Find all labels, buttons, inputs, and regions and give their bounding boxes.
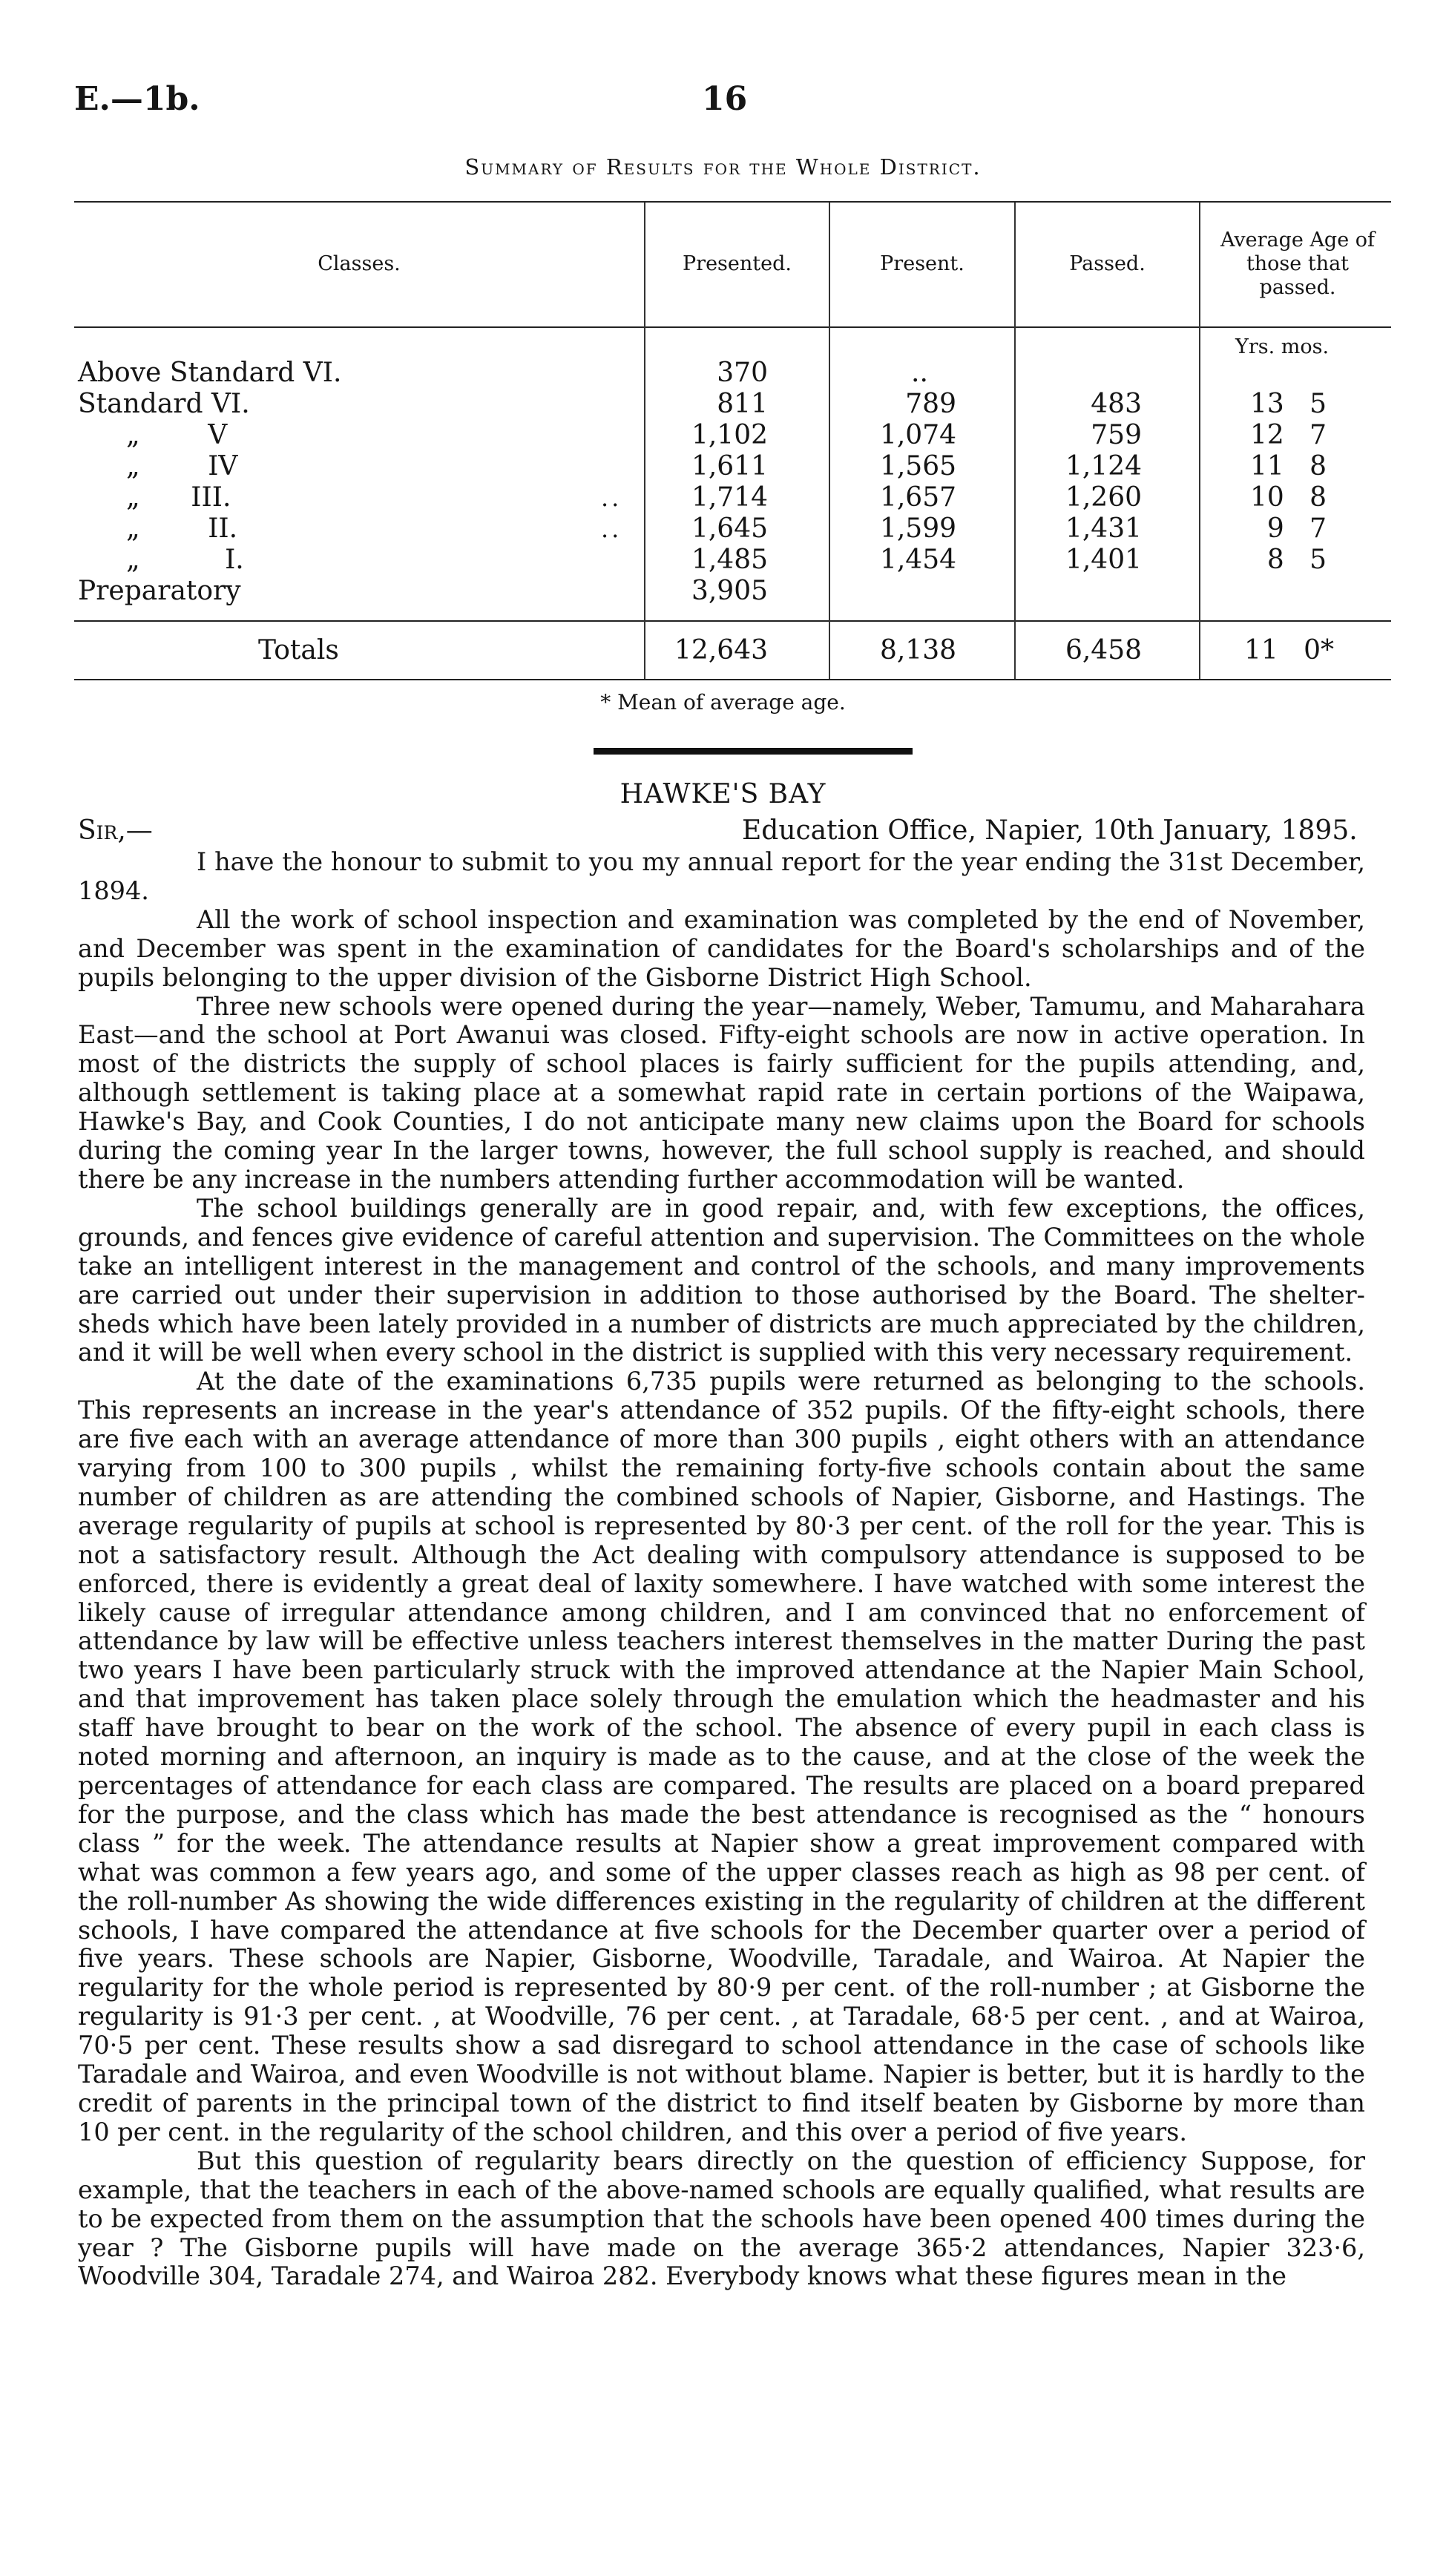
dateline: Education Office, Napier, 10th January, 1895.	[742, 815, 1358, 846]
row-label: „ II.	[126, 513, 238, 544]
cell-presented: 370	[717, 358, 768, 388]
cell-age: 10 8	[1249, 482, 1327, 513]
document-code: E.—1b.	[74, 80, 200, 118]
paragraph: The school buildings generally are in good repair, and, with few exceptions, the offices, grounds, and fences give evidence of careful attention and supervision. The Committees on the whole take an intelligent interest in the management and control of the schools, and many improvements are carried out under their supervision in addition to those authorised by the Board. The shelter-sheds which have been lately provided in a number of districts are much appreciated by the children, and it will be well when every school in the district is supplied with this very necessary requirement.	[78, 1193, 1365, 1367]
cell-present: 1,074	[879, 420, 956, 450]
paragraph: At the date of the examinations 6,735 pupils were returned as belonging to the schools. This represents an increase in the year's attendance of 352 pupils. Of the fifty-eight schools, there are five each with an average attendance of more than 300 pupils , eight others with an attendance varying from 100 to 300 pupils , whilst the remaining forty-five schools contain about the same number of children as are attending the combined schools of Napier, Gisborne, and Hastings. The average regularity of pupils at school is represented by 80·3 per cent. of the roll for the year. This is not a satisfactory result. Although the Act dealing with compulsory attendance is supposed to be enforced, there is evidently a great deal of laxity somewhere. I have watched with some interest the likely cause of irregular attendance among children, and I am convinced that no enforcement of attendance by law will be effective unless teachers interest themselves in the matter During the past two years I have been particularly struck with the improved attendance at the Napier Main School, and that improvement has taken place solely through the emulation which the headmaster and his staff have brought to bear on the work of the school. The absence of every pupil in each class is noted morning and afternoon, an inquiry is made as to the cause, and at the close of the week the percentages of attendance for each class are compared. The results are placed on a board prepared for the purpose, and the class which has made the best attendance is recognised as the “ honours class ” for the week. The attendance results at Napier show a great improvement compared with what was common a few years ago, and some of the upper classes reach as high as 98 per cent. of the roll-number As showing the wide differences existing in the regularity of children at the different schools, I have compared the attendance at five schools for the December quarter over a period of five years. These schools are Napier, Gisborne, Woodville, Taradale, and Wairoa. At Napier the regularity for the whole period is represented by 80·9 per cent. of the roll-number ; at Gisborne the regularity is 91·3 per cent. , at Woodville, 76 per cent. , at Taradale, 68·5 per cent. , and at Wairoa, 70·5 per cent. These results show a sad disregard to school attendance in the case of schools like Taradale and Wairoa, and even Woodville is not without blame. Napier is better, but it is hardly to the credit of parents in the principal town of the district to find itself beaten by Gisborne by more than 10 per cent. in the regularity of the school children, and this over a period of five years.	[78, 1367, 1365, 2146]
age-header-line: those that	[1246, 252, 1350, 275]
salutation: Sir,—	[78, 815, 153, 846]
cell-present: 1,657	[879, 482, 956, 513]
cell-presented: 3,905	[691, 576, 768, 606]
total-passed: 6,458	[1065, 635, 1142, 666]
cell-presented: 1,714	[691, 482, 768, 513]
cell-presented: 811	[717, 389, 768, 419]
cell-age: 11 8	[1249, 451, 1327, 482]
cell-present: 1,454	[879, 545, 956, 575]
cell-age: 13 5	[1249, 389, 1327, 419]
total-age: 11 0*	[1243, 635, 1334, 666]
section-heading: HAWKE'S BAY	[620, 779, 826, 809]
row-label: Preparatory	[78, 576, 241, 606]
table-totals-rule	[74, 620, 1391, 622]
leader-dots: ..	[601, 515, 622, 543]
table-bottom-rule	[74, 679, 1391, 680]
table-header-rule	[74, 326, 1391, 328]
cell-present: 1,565	[879, 451, 956, 482]
row-label: „ V	[126, 420, 228, 450]
cell-age: 9 7	[1266, 513, 1327, 544]
cell-present: 789	[905, 389, 956, 419]
row-label: „ I.	[126, 545, 244, 575]
row-label: Standard VI.	[78, 389, 250, 419]
cell-presented: 1,645	[691, 513, 768, 544]
cell-present: 1,599	[879, 513, 956, 544]
paragraph: All the work of school inspection and examination was completed by the end of November, and December was spent in the examination of candidates for the Board's scholarships and of the pupils belonging to the upper division of the Gisborne District High School.	[78, 904, 1365, 992]
cell-passed: 1,401	[1065, 545, 1142, 575]
cell-presented: 1,485	[691, 545, 768, 575]
age-units: Yrs. mos.	[1235, 335, 1330, 358]
cell-presented: 1,102	[691, 420, 768, 450]
table-top-rule	[74, 201, 1391, 203]
summary-title: Summary of Results for the Whole District.	[464, 154, 982, 180]
footnote: * Mean of average age.	[600, 690, 846, 714]
cell-age: 8 5	[1266, 545, 1327, 575]
paragraph: But this question of regularity bears directly on the question of efficiency Suppose, for example, that the teachers in each of the above-named schools are equally qualified, what results are to be expected from them on the assumption that the schools have been opened 400 times during the year ? The Gisborne pupils will have made on the average 365·2 attendances, Napier 323·6, Woodville 304, Taradale 274, and Wairoa 282. Everybody knows what these figures mean in the	[78, 2146, 1365, 2291]
cell-passed: 1,124	[1065, 451, 1142, 482]
totals-label: Totals	[258, 635, 339, 666]
cell-passed: 1,260	[1065, 482, 1142, 513]
row-label: „ IV	[126, 451, 238, 482]
column-header-passed: Passed.	[1069, 252, 1146, 275]
total-present: 8,138	[879, 635, 956, 666]
row-label: Above Standard VI.	[78, 358, 342, 388]
column-header-presented: Presented.	[683, 252, 792, 275]
age-header-line: passed.	[1259, 276, 1336, 299]
paragraph: Three new schools were opened during the year—namely, Weber, Tamumu, and Maharahara East—and the school at Port Awanui was closed. Fifty-eight schools are now in active operation. In most of the districts the supply of school places is fairly sufficient for the pupils attending, and, although settlement is taking place at a somewhat rapid rate in certain portions of the Waipawa, Hawke's Bay, and Cook Counties, I do not anticipate many new claims upon the Board for schools during the coming year In the larger towns, however, the full school supply is reached, and should there be any increase in the numbers attending further accommodation will be wanted.	[78, 991, 1365, 1194]
cell-passed: 759	[1091, 420, 1142, 450]
cell-passed: 1,431	[1065, 513, 1142, 544]
column-header-classes: Classes.	[318, 252, 401, 275]
cell-presented: 1,611	[691, 451, 768, 482]
row-label: „ III.	[126, 482, 231, 513]
section-divider	[594, 748, 913, 755]
report-body	[78, 848, 1365, 2291]
total-presented: 12,643	[674, 635, 768, 666]
age-header-line: Average Age of	[1220, 229, 1376, 252]
cell-passed: 483	[1091, 389, 1142, 419]
page-number: 16	[702, 80, 748, 118]
column-header-present: Present.	[880, 252, 964, 275]
cell-age: 12 7	[1249, 420, 1327, 450]
cell-present: ..	[911, 358, 928, 388]
leader-dots: ..	[601, 484, 622, 512]
column-header-average-age	[1200, 229, 1395, 300]
paragraph: I have the honour to submit to you my annual report for the year ending the 31st December, 1894.	[78, 847, 1365, 905]
